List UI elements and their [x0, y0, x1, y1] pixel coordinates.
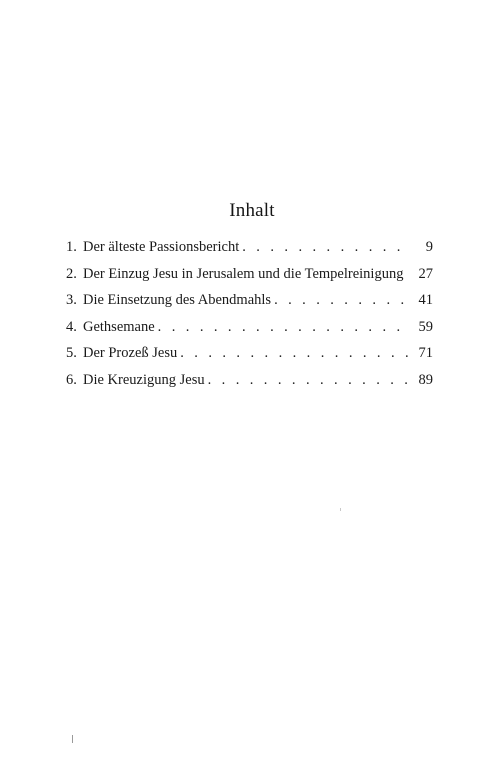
toc-entry[interactable]	[66, 234, 433, 261]
entry-page-number: 71	[418, 345, 433, 362]
dot-leader	[274, 287, 408, 314]
entry-number: 1.	[66, 239, 77, 255]
toc-heading: Inhalt	[229, 200, 275, 221]
toc-entry[interactable]	[66, 261, 433, 288]
toc-entry[interactable]	[66, 340, 433, 367]
toc-entry[interactable]	[66, 367, 433, 394]
entry-title: Der älteste Passionsbericht	[83, 239, 240, 255]
entry-number: 3.	[66, 292, 77, 309]
entry-title: Gethsemane	[83, 318, 155, 335]
entry-page-number: 89	[418, 371, 433, 388]
entry-number: 2.	[66, 265, 77, 282]
entry-number: 6.	[66, 371, 77, 388]
entry-page-number: 41	[418, 292, 433, 309]
entry-page-number: 59	[418, 318, 433, 335]
toc-entry[interactable]	[66, 314, 433, 341]
paper-speck	[340, 508, 341, 511]
entry-page-number: 9	[425, 239, 433, 255]
entry-title: Der Einzug Jesu in Jerusalem und die Tempelreinigung	[83, 265, 404, 282]
dot-leader	[242, 234, 408, 261]
entry-title: Der Prozeß Jesu	[83, 345, 178, 362]
paper-speck	[72, 735, 73, 743]
entry-page-number: 27	[418, 265, 433, 282]
dot-leader	[158, 314, 408, 341]
toc-entry[interactable]	[66, 287, 433, 314]
table-of-contents	[66, 234, 433, 394]
entry-number: 5.	[66, 345, 77, 362]
entry-title: Die Kreuzigung Jesu	[83, 371, 205, 388]
dot-leader	[180, 340, 408, 367]
dot-leader	[208, 367, 408, 394]
entry-number: 4.	[66, 318, 77, 335]
entry-title: Die Einsetzung des Abendmahls	[83, 292, 272, 309]
